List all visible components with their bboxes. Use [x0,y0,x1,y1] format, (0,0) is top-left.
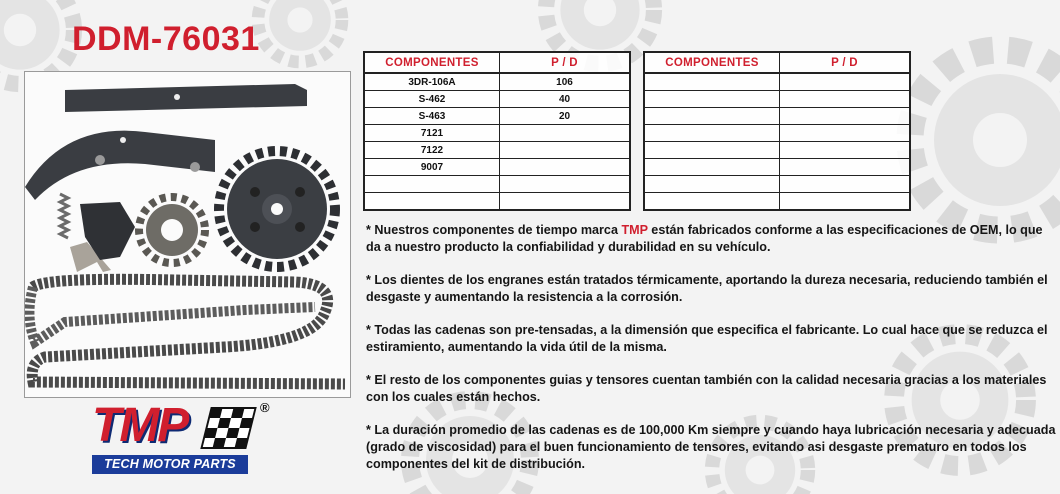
feature-notes [366,222,1056,489]
brand-name: TMP [621,223,648,237]
logo-wordmark: TMP [92,399,188,452]
table-row [644,176,910,193]
table-row [364,159,630,176]
logo-tagline: TECH MOTOR PARTS [92,455,248,474]
pd-cell [500,193,631,211]
checkered-flag-icon [200,406,258,452]
note-durability: * La duración promedio de las cadenas es de 100,000 Km siempre y cuando haya lubricación necesaria y adecuada (grado de viscosidad) para el buen funcionamiento de tensores, evitando asi desgaste prematuro en todos los componentes del kit de distribución. [366,423,1056,471]
component-cell: S-462 [364,91,500,108]
component-cell [364,176,500,193]
pd-cell: 40 [500,91,631,108]
table-row [644,73,910,91]
table-row [364,125,630,142]
pd-cell [780,193,911,211]
component-cell: S-463 [364,108,500,125]
component-cell [644,159,780,176]
component-cell [644,176,780,193]
table-row [364,176,630,193]
component-cell [364,193,500,211]
pd-cell [780,91,911,108]
header-pd: P / D [500,52,631,73]
pd-cell [780,108,911,125]
header-componentes: COMPONENTES [644,52,780,73]
pd-cell [780,73,911,91]
components-table-left [363,51,631,211]
tmp-logo [92,400,282,480]
note-chains: * Todas las cadenas son pre-tensadas, a la dimensión que especifica el fabricante. Lo cual hace que se reduzca el estiramiento, aumentando la vida útil de la misma. [366,323,1048,354]
table-row [644,125,910,142]
header-componentes: COMPONENTES [364,52,500,73]
component-cell [644,91,780,108]
table-row [364,142,630,159]
table-row [644,108,910,125]
table-row [364,73,630,91]
table-row [364,193,630,211]
component-cell [644,125,780,142]
note-guides: * El resto de los componentes guias y tensores cuentan también con la calidad necesaria gracias a los materiales con los cuales están hechos. [366,373,1047,404]
table-row [364,108,630,125]
pd-cell [500,125,631,142]
component-cell: 7122 [364,142,500,159]
registered-mark: ® [260,400,270,415]
table-row [644,193,910,211]
pd-cell: 20 [500,108,631,125]
component-cell: 9007 [364,159,500,176]
pd-cell [780,159,911,176]
table-row [644,159,910,176]
component-cell [644,193,780,211]
product-photo [24,71,351,398]
component-cell [644,142,780,159]
component-cell [644,108,780,125]
note-oem: * Nuestros componentes de tiempo marca TMP están fabricados conforme a las especificaciones de OEM, lo que da a nuestro producto la confiabilidad y durabilidad en su vehículo. [366,223,1043,254]
pd-cell [500,159,631,176]
component-cell: 3DR-106A [364,73,500,91]
pd-cell [780,125,911,142]
note-gears: * Los dientes de los engranes están tratados térmicamente, aportando la dureza necesaria, reduciendo también el desgaste y aumentando la resistencia a la corrosión. [366,273,1048,304]
pd-cell: 106 [500,73,631,91]
components-table-right [643,51,911,211]
product-code: DDM-76031 [72,20,260,58]
component-cell [644,73,780,91]
component-cell: 7121 [364,125,500,142]
pd-cell [780,176,911,193]
pd-cell [500,176,631,193]
header-pd: P / D [780,52,911,73]
table-row [644,142,910,159]
pd-cell [780,142,911,159]
table-row [364,91,630,108]
table-row [644,91,910,108]
pd-cell [500,142,631,159]
